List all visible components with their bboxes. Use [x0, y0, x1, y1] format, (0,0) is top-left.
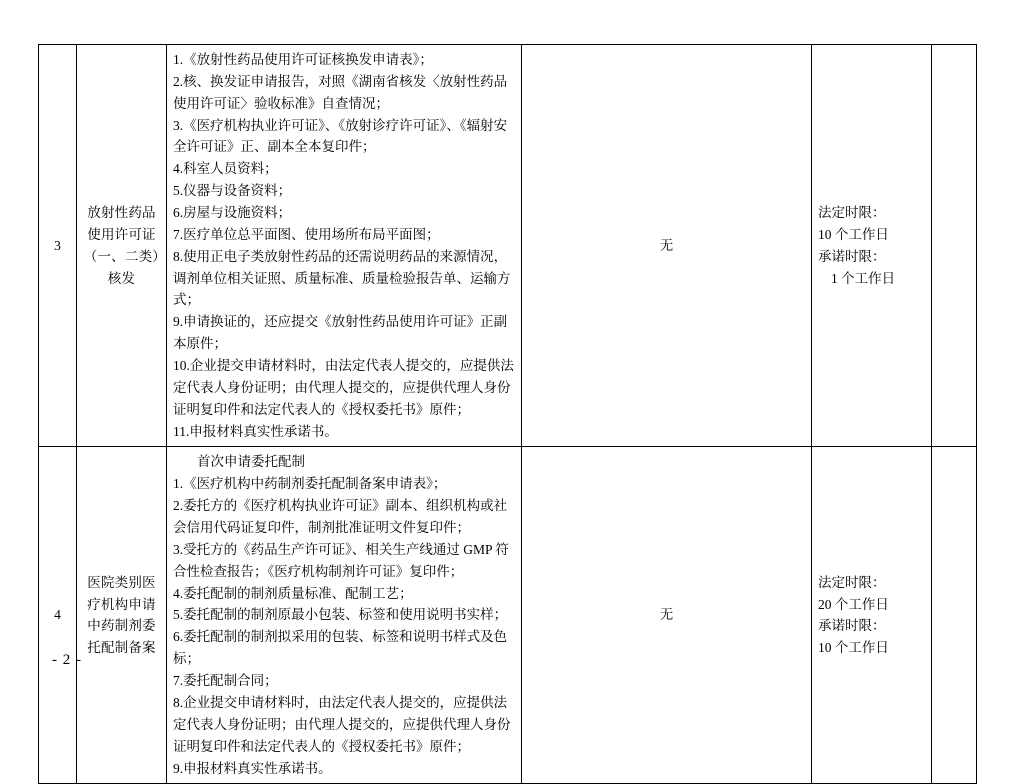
material-line: 6.委托配制的制剂拟采用的包装、标签和说明书样式及色标； [173, 629, 508, 667]
material-line: 9.申报材料真实性承诺书。 [173, 760, 332, 776]
table-row [39, 45, 977, 447]
row-fee: 无 [522, 45, 812, 447]
time-limit-line: 法定时限： [818, 205, 886, 221]
material-line: 4.科室人员资料； [173, 161, 278, 177]
service-items-table [38, 44, 977, 784]
material-heading: 首次申请委托配制 [197, 454, 305, 470]
row-time-limit [812, 447, 932, 784]
material-line: 8.使用正电子类放射性药品的还需说明药品的来源情况，调剂单位相关证照、质量标准、质量检验报告单、运输方式； [173, 248, 511, 308]
material-line: 4.委托配制的制剂质量标准、配制工艺； [173, 585, 413, 601]
time-limit-line: 法定时限： [818, 574, 886, 590]
table-row [39, 447, 977, 784]
material-line: 3.《医疗机构执业许可证》、《放射诊疗许可证》、《辐射安全许可证》正、副本全本复印件； [173, 117, 508, 155]
time-limit-line: 承诺时限： [818, 618, 886, 634]
material-line: 3.受托方的《药品生产许可证》、相关生产线通过 GMP 符合性检查报告；《医疗机构制剂许可证》复印件； [173, 541, 509, 579]
row-item-name: 医院类别医疗机构申请中药制剂委托配制备案 [77, 447, 167, 784]
material-line: 10.企业提交申请材料时，由法定代表人提交的，应提供法定代表人身份证明；由代理人提交的，应提供代理人身份证明复印件和法定代表人的《授权委托书》原件； [173, 358, 514, 417]
page-footer: - 2 - [52, 652, 82, 668]
row-fee: 无 [522, 447, 812, 784]
material-line: 7.委托配制合同； [173, 673, 278, 689]
time-limit-line: 10 个工作日 [818, 640, 889, 656]
material-line: 8.企业提交申请材料时，由法定代表人提交的，应提供法定代表人身份证明；由代理人提交的，应提供代理人身份证明复印件和法定代表人的《授权委托书》原件； [173, 694, 511, 754]
row-index: 4 [39, 447, 77, 784]
material-line: 2.委托方的《医疗机构执业许可证》副本、组织机构或社会信用代码证复印件，制剂批准证明文件复印件； [173, 498, 508, 536]
time-limit-line: 10 个工作日 [818, 226, 889, 242]
material-line: 6.房屋与设施资料； [173, 205, 292, 221]
material-line: 5.委托配制的制剂原最小包装、标签和使用说明书实样； [173, 607, 508, 623]
time-limit-line: 1 个工作日 [831, 270, 896, 286]
row-index: 3 [39, 45, 77, 447]
time-limit-line: 20 个工作日 [818, 596, 889, 612]
time-limit-line: 承诺时限： [818, 248, 886, 264]
material-line: 1.《放射性药品使用许可证核换发申请表》； [173, 52, 433, 67]
material-line: 5.仪器与设备资料； [173, 183, 292, 199]
row-item-name: 放射性药品使用许可证（一、二类）核发 [77, 45, 167, 447]
row-materials [167, 45, 522, 447]
row-extra-cell [932, 45, 977, 447]
material-line: 2.核、换发证申请报告，对照《湖南省核发〈放射性药品使用许可证〉验收标准》自查情况； [173, 73, 508, 111]
material-line: 1.《医疗机构中药制剂委托配制备案申请表》； [173, 476, 447, 492]
row-time-limit [812, 45, 932, 447]
material-line: 9.申请换证的，还应提交《放射性药品使用许可证》正副本原件； [173, 314, 508, 352]
material-line: 11.申报材料真实性承诺书。 [173, 423, 338, 439]
material-line: 7.医疗单位总平面图、使用场所布局平面图； [173, 226, 440, 242]
row-materials [167, 447, 522, 784]
row-extra-cell [932, 447, 977, 784]
